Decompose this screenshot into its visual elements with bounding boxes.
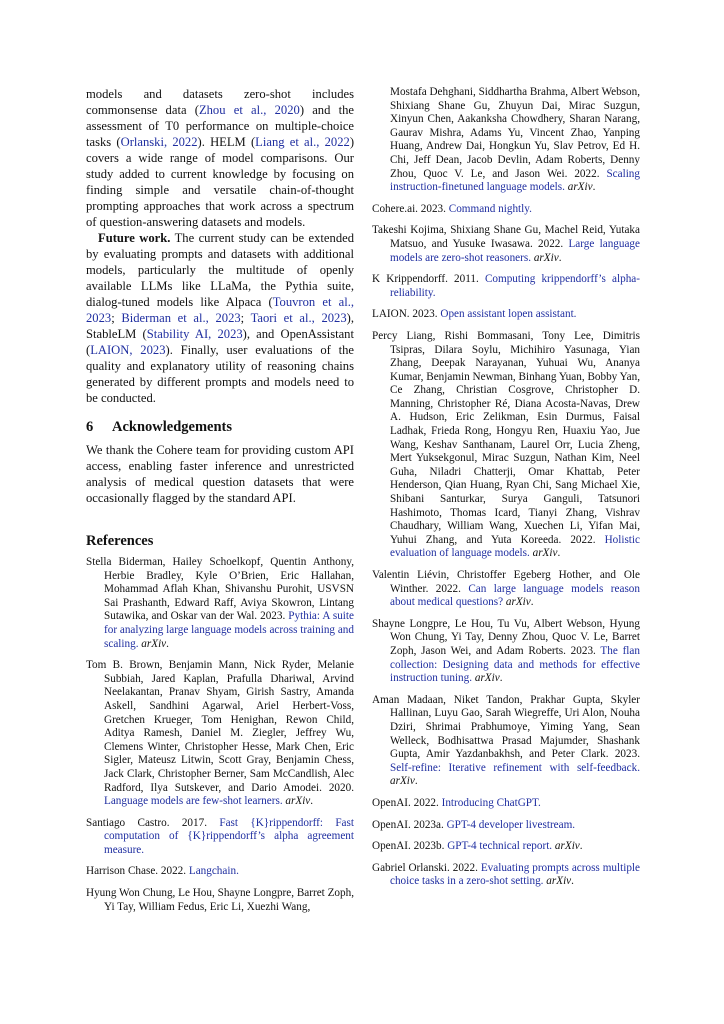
venue-text: arXiv <box>390 775 415 788</box>
citation-link[interactable]: Taori et al., 2023 <box>250 311 347 325</box>
citation-link[interactable]: GPT-4 technical report. <box>447 840 553 853</box>
reference-orlanski <box>372 862 640 889</box>
text-span: . <box>571 875 574 888</box>
text-span: ; <box>111 311 122 325</box>
reference-openai-2022 <box>372 797 640 811</box>
citation-link[interactable]: Self-refine: Iterative refinement with self-feedback. <box>390 761 640 774</box>
right-column <box>372 86 640 897</box>
citation-link[interactable]: Open assistant lopen assistant. <box>440 308 577 321</box>
left-column <box>86 86 354 922</box>
venue-text: arXiv <box>285 795 311 808</box>
reference-brown <box>86 659 354 809</box>
reference-kojima <box>372 224 640 265</box>
section-number: 6 <box>86 419 94 435</box>
text-span: We thank the Cohere team for providing custom API access, enabling faster inference and unrestricted analysis of medical question datasets that were occasionally flagged by the standard API. <box>86 443 354 505</box>
venue-text: arXiv <box>567 181 593 194</box>
text-span: Santiago Castro. 2017. <box>86 816 220 829</box>
venue-text: arXiv <box>474 672 500 685</box>
reference-liang <box>372 330 640 561</box>
text-span: models and datasets zero-shot includes commonsense data ( <box>86 87 354 117</box>
citation-link[interactable]: Pythia: A suite for analyzing large language models across training and scaling. <box>104 610 354 650</box>
venue-text: arXiv <box>505 596 531 609</box>
reference-castro <box>86 817 354 858</box>
citation-link[interactable]: Computing krippendorff’s alpha-reliability. <box>390 273 640 299</box>
section-title: Acknowledgements <box>112 419 233 435</box>
paragraph-acknowledgements <box>86 442 354 506</box>
text-span: ; <box>240 311 251 325</box>
text-span: . <box>579 840 583 853</box>
text-span: . <box>414 775 418 788</box>
venue-text: arXiv <box>532 547 558 560</box>
citation-link[interactable]: The flan collection: Designing data and methods for effective instruction tuning. <box>390 644 640 685</box>
references-heading: References <box>86 533 154 549</box>
citation-link[interactable]: Biderman et al., 2023 <box>121 311 241 325</box>
text-span: Aman Madaan, Niket Tandon, Prakhar Gupta, Skyler Hallinan, Luyu Gao, Sarah Wiegreffe, Uri Alon, Nouha Dziri, Shrimai Prabhumoye, Yiming Yang, Sean Welleck, Bodhisattwa Prasad Majumder, Shashank Gupta, Amir Yazdanbakhsh, and Peter Clark. 2023. <box>372 693 640 761</box>
text-span: . <box>166 637 169 650</box>
text-span: Stella Biderman, Hailey Schoelkopf, Quentin Anthony, Herbie Bradley, Kyle O’Brien, Eric Hallahan, Mohammad Aflah Khan, Shivanshu Purohit, USVSN Sai Prashanth, Edward Raff, Aviya Skowron, Lintang Sutawika, and Oskar van der Wal. 2023. <box>86 556 354 623</box>
text-span: Percy Liang, Rishi Bommasani, Tony Lee, Dimitris Tsipras, Dilara Soylu, Michihiro Yasunaga, Yian Zhang, Deepak Narayanan, Yuhuai Wu, Ananya Kumar, Benjamin Newman, Binhang Yuan, Bobby Yan, Ce Zhang, Christian Cosgrove, Christopher D. Manning, Christopher Ré, Diana Acosta-Navas, Drew A. Hudson, Eric Zelikman, Esin Durmus, Faisal Ladhak, Frieda Rong, Hongyu Ren, Huaxiu Yao, Jue Wang, Keshav Santhanam, Laurel Orr, Lucia Zheng, Mert Yuksekgonul, Mirac Suzgun, Nathan Kim, Neel Guha, Niladri Chatterji, Omar Khattab, Peter Henderson, Qian Huang, Ryan Chi, Sang Michael Xie, Shibani Santurkar, Surya Ganguli, Tatsunori Hashimoto, Thomas Icard, Tianyi Zhang, Vishrav Chaudhary, William Wang, Xuechen Li, Yifan Mai, Yuhui Zhang, and Yuta Koreeda. 2022. <box>372 329 640 546</box>
reference-chung-continued <box>372 86 640 195</box>
citation-link[interactable]: Command nightly. <box>448 202 532 215</box>
citation-link[interactable]: Orlanski, 2022 <box>120 135 198 149</box>
text-span: OpenAI. 2022. <box>372 796 442 809</box>
text-span: ) covers a wide range of model comparisons. Our study added to current knowledge by focusing on finding simple and versatile chain-of-thought prompting approaches that work across a spectrum of question-answering datasets and models. <box>86 135 355 229</box>
reference-krippendorff <box>372 273 640 300</box>
venue-text: arXiv <box>546 875 572 888</box>
citation-link[interactable]: Holistic evaluation of language models. <box>390 533 640 560</box>
venue-text: arXiv <box>554 840 580 853</box>
citation-link[interactable]: Large language models are zero-shot reasoners. <box>390 237 640 264</box>
text-span: ), StableLM ( <box>86 311 354 341</box>
text-span: Gabriel Orlanski. 2022. <box>372 861 481 874</box>
text-span: . <box>592 181 596 194</box>
citation-link[interactable]: Scaling instruction-finetuned language models. <box>390 167 640 194</box>
text-span: K Krippendorff. 2011. <box>372 273 485 286</box>
citation-link[interactable]: GPT-4 developer livestream. <box>446 818 576 831</box>
text-span: ). Finally, user evaluations of the quality and explanatory utility of reasoning chains generated by different prompts and models need to be conducted. <box>86 343 355 405</box>
citation-link[interactable]: Fast {K}rippendorff: Fast computation of {K}rippendorff’s alpha agreement measure. <box>104 816 354 856</box>
text-span: . <box>558 251 562 264</box>
text-span: The current study can be extended by evaluating prompts and datasets with additional models, particularly the multitude of openly available LLMs like LLaMa, the Pythia suite, dialog-tuned models like Alpaca ( <box>86 231 354 309</box>
section-heading-acknowledgements <box>86 418 354 436</box>
citation-link[interactable]: Touvron et al., 2023 <box>86 295 355 325</box>
paragraph-related-work <box>86 86 354 230</box>
text-span: Harrison Chase. 2022. <box>86 865 189 878</box>
text-span: ) and the assessment of T0 performance on multiple-choice tasks ( <box>86 103 354 149</box>
text-span: . <box>310 795 314 808</box>
text-span: LAION. 2023. <box>372 308 441 321</box>
text-span: Valentin Liévin, Christoffer Egeberg Hother, and Ole Winther. 2022. <box>372 569 640 595</box>
venue-text: arXiv <box>141 637 167 650</box>
text-span: OpenAI. 2023a. <box>372 818 447 831</box>
reference-biderman <box>86 556 354 651</box>
text-span: Cohere.ai. 2023. <box>372 202 449 215</box>
reference-laion <box>372 308 640 322</box>
text-span: Shayne Longpre, Le Hou, Tu Vu, Albert Webson, Hyung Won Chung, Yi Tay, Denny Zhou, Quoc V. Le, Barret Zoph, Jason Wei, and Adam Roberts. 2023. <box>372 617 640 657</box>
paragraph-lead: Future work. <box>98 231 171 245</box>
citation-link[interactable]: Stability AI, 2023 <box>146 327 243 341</box>
text-span: ). HELM ( <box>197 135 256 149</box>
reference-chase <box>86 865 354 879</box>
text-span: Mostafa Dehghani, Siddhartha Brahma, Albert Webson, Shixiang Shane Gu, Zhuyun Dai, Mirac Suzgun, Xinyun Chen, Aakanksha Chowdhery, Sharan Narang, Gaurav Mishra, Adams Yu, Vincent Zhao, Yanping Huang, Andrew Dai, Hongkun Yu, Slav Petrov, Ed H. Chi, Jeff Dean, Jacob Devlin, Adam Roberts, Denny Zhou, Quoc V. Le, and Jason Wei. 2022. <box>390 86 640 180</box>
citation-link[interactable]: Langchain. <box>188 865 239 878</box>
reference-chung <box>86 887 354 914</box>
citation-link[interactable]: Can large language models reason about medical questions? <box>390 582 640 609</box>
citation-link[interactable]: Introducing ChatGPT. <box>441 796 541 809</box>
reference-madaan <box>372 694 640 789</box>
citation-link[interactable]: Zhou et al., 2020 <box>198 103 300 117</box>
text-span: . <box>557 547 561 560</box>
text-span: OpenAI. 2023b. <box>372 840 448 853</box>
text-span: Hyung Won Chung, Le Hou, Shayne Longpre, Barret Zoph, Yi Tay, William Fedus, Eric Li, Xuezhi Wang, <box>86 887 354 913</box>
text-span: Tom B. Brown, Benjamin Mann, Nick Ryder, Melanie Subbiah, Jared Kaplan, Prafulla Dhariwal, Arvind Neelakantan, Pranav Shyam, Girish Sastry, Amanda Askell, Sandhini Agarwal, Ariel Herbert-Voss, Gretchen Krueger, Tom Henighan, Rewon Child, Aditya Ramesh, Daniel M. Ziegler, Jeffrey Wu, Clemens Winter, Christopher Hesse, Mark Chen, Eric Sigler, Mateusz Litwin, Scott Gray, Benjamin Chess, Jack Clark, Christopher Berner, Sam McCandlish, Alec Radford, Ilya Sutskever, and Dario Amodei. 2020. <box>86 659 354 794</box>
citation-link[interactable]: Liang et al., 2022 <box>255 135 350 149</box>
text-span: Takeshi Kojima, Shixiang Shane Gu, Machel Reid, Yutaka Matsuo, and Yusuke Iwasawa. 2022. <box>372 224 640 250</box>
citation-link[interactable]: Evaluating prompts across multiple choice tasks in a zero-shot setting. <box>390 861 640 888</box>
citation-link[interactable]: LAION, 2023 <box>90 343 166 357</box>
text-span: ), and OpenAssistant ( <box>86 327 354 357</box>
citation-link[interactable]: Language models are few-shot learners. <box>104 795 283 808</box>
reference-longpre <box>372 618 640 686</box>
reference-lievin <box>372 569 640 610</box>
reference-cohere <box>372 203 640 217</box>
venue-text: arXiv <box>533 251 559 264</box>
reference-openai-2023b <box>372 840 640 854</box>
text-span: . <box>530 596 534 609</box>
paragraph-future-work <box>86 230 354 406</box>
text-span: . <box>499 672 503 685</box>
reference-openai-2023a <box>372 819 640 833</box>
